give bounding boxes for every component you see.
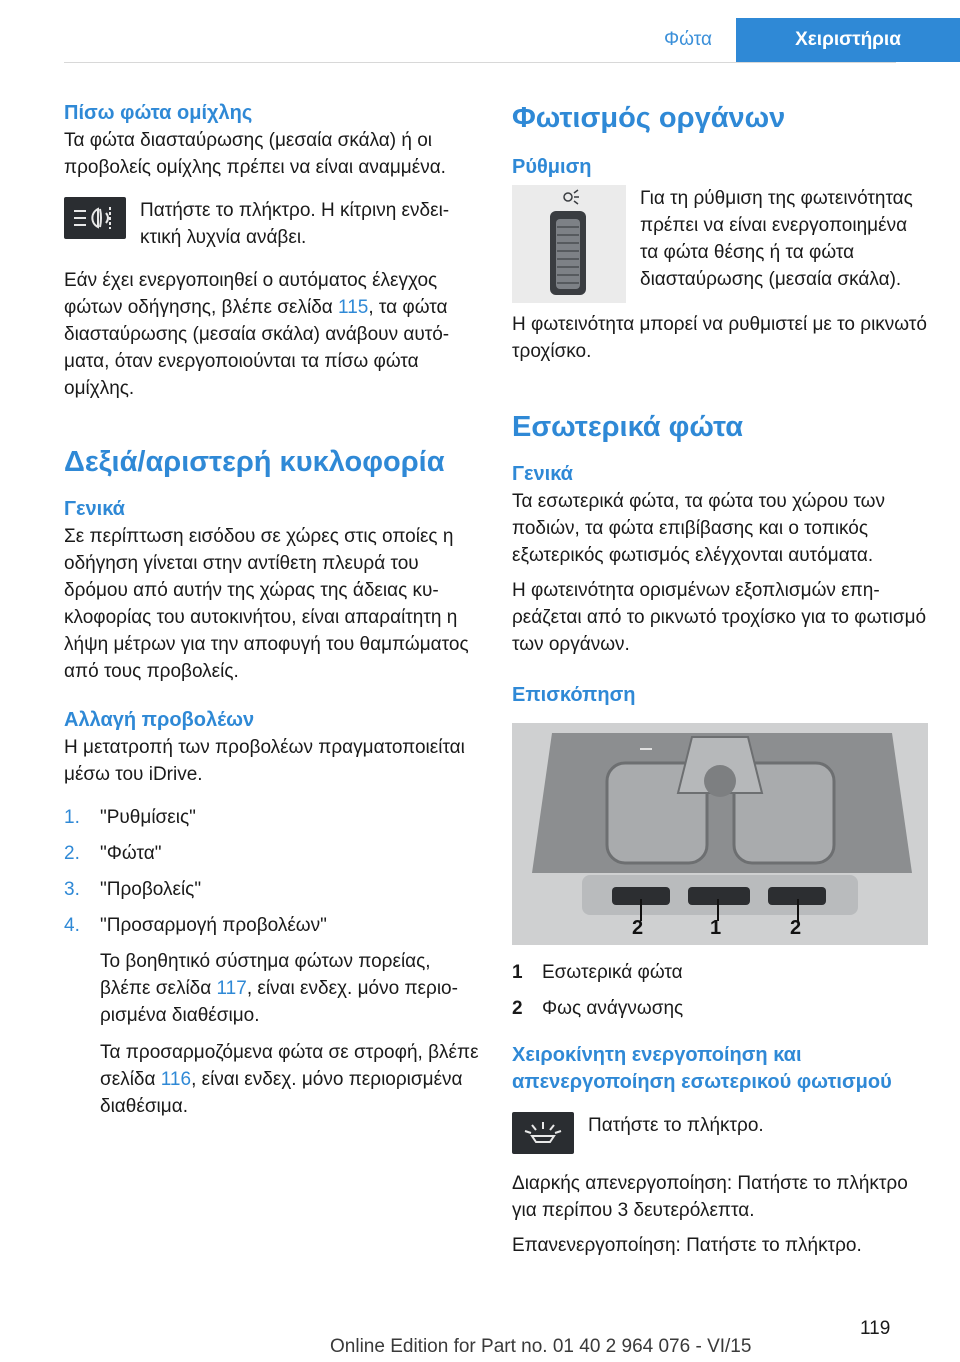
traffic-general-title: Γενικά (64, 498, 125, 520)
change-headlights-title: Αλλαγή προβολέων (64, 709, 255, 731)
right-column (512, 100, 930, 1259)
change-headlights-text: Η μετατροπή των προβολέων πραγματοποιείται μέσω του iDrive. (64, 737, 465, 785)
callout-label: 1 (710, 917, 722, 939)
traffic-title: Δεξιά/αριστερή κυκλοφορία (64, 446, 445, 478)
legend-item: 1 Εσωτερικά φώτα (512, 962, 683, 983)
thumbwheel-image (512, 185, 626, 303)
legend-item: 2 Φως ανάγνωσης (512, 998, 684, 1019)
interior-lights-title: Εσωτερικά φώτα (512, 411, 744, 443)
reactivate-text: Επανενεργοποίηση: Πατήστε το πλήκτρο. (512, 1235, 862, 1256)
long-off-text: Διαρκής απενεργοποίηση: Πατήστε το πλήκτρο για περίπου 3 δευτερόλεπτα. (512, 1173, 908, 1221)
manual-action (512, 1112, 930, 1154)
page-number: 119 (860, 1318, 891, 1339)
interior-general-title: Γενικά (512, 463, 573, 485)
header-rule (64, 62, 896, 63)
interior-general-text: Τα εσωτερικά φώτα, τα φώτα του χώρου των ποδιών, τα φώτα επιβίβασης και ο τοπικός εξωτερικός φωτισμός ελέγχονται αυτόματα. (512, 491, 886, 566)
rear-fog-auto-text: Εάν έχει ενεργοποιηθεί ο αυτόματος έλεγχος φώτων οδήγησης, βλέπε σελίδα 115, τα φώτα διασταύρωσης (μεσαία σκάλα) ανάβουν αυτόματα, όταν ενεργοποιούνται τα πίσω φώτα ομίχλης. (64, 270, 450, 399)
page-link-117[interactable]: 117 (216, 978, 247, 999)
rear-fog-light-icon (64, 197, 126, 239)
adjust-block (512, 185, 930, 303)
list-item: 1. "Ρυθμίσεις" (64, 807, 196, 828)
rear-fog-action-text: Πατήστε το πλήκτρο. Η κίτρινη ενδεικτική λυχνία ανάβει. (140, 200, 450, 248)
callout-label: 2 (632, 917, 644, 939)
interior-light-icon (512, 1112, 574, 1154)
header-tabs (640, 18, 960, 62)
tab-chapter[interactable]: Χειριστήρια (736, 18, 960, 62)
adjust-title: Ρύθμιση (512, 156, 592, 178)
tab-section[interactable]: Φώτα (640, 18, 736, 62)
manual-toggle-title: Χειροκίνητη ενεργοποίηση και απενεργοποίηση εσωτερικού φωτισμού (512, 1044, 892, 1093)
callout-label: 2 (790, 917, 802, 939)
edition-footer: Online Edition for Part no. 01 40 2 964 076 - VI/15 (330, 1336, 752, 1357)
adjust-text: Για τη ρύθμιση της φωτεινότητας πρέπει να είναι ενεργοποιημένα τα φώτα θέσης ή τα φώτα διασταύρωσης (μεσαία σκάλα). (640, 188, 913, 290)
traffic-general-text: Σε περίπτωση εισόδου σε χώρες στις οποίες η οδήγηση γίνεται στην αντίθετη πλευρά του δρόμου από αυτήν της χώρας της άδειας κυκλοφορίας του αυτοκινήτου, είναι απαραίτητη η λήψη μέτρων για την αποφυγή του θαμπώματος από τους προβολείς. (64, 526, 469, 682)
list-item: 3. "Προβολείς" (64, 879, 202, 900)
steps-list (64, 804, 482, 939)
overview-image (512, 723, 928, 945)
note-headlight-assist: Το βοηθητικό σύστημα φώτων πορείας, βλέπε σελίδα 117, είναι ενδεχ. μόνο περιορισμένα διαθέσιμο. (100, 951, 458, 1026)
note-adaptive-lights: Τα προσαρμοζόμενα φώτα σε στροφή, βλέπε σελίδα 116, είναι ενδεχ. μόνο περιορισμένα διαθέσιμα. (100, 1042, 479, 1117)
adjust-text-2: Η φωτεινότητα μπορεί να ρυθμιστεί με το ρικνωτό τροχίσκο. (512, 314, 927, 362)
list-item: 4. "Προσαρμογή προβολέων" (64, 915, 327, 936)
overview-legend (512, 959, 930, 1022)
rear-fog-title: Πίσω φώτα ομίχλης (64, 102, 253, 124)
rear-fog-action (64, 197, 482, 251)
instrument-lighting-title: Φωτισμός οργάνων (512, 102, 786, 134)
manual-action-text: Πατήστε το πλήκτρο. (588, 1115, 764, 1136)
left-column (64, 100, 482, 1120)
page-link-115[interactable]: 115 (338, 297, 369, 318)
overview-title: Επισκόπηση (512, 684, 636, 706)
interior-general-text-2: Η φωτεινότητα ορισμένων εξοπλισμών επηρεάζεται από το ρικνωτό τροχίσκο για το φωτισμό των οργάνων. (512, 580, 927, 655)
rear-fog-intro: Τα φώτα διασταύρωσης (μεσαία σκάλα) ή οι προβολείς ομίχλης πρέπει να είναι αναμμένα. (64, 130, 446, 178)
list-item: 2. "Φώτα" (64, 843, 162, 864)
page-link-116[interactable]: 116 (160, 1069, 192, 1090)
